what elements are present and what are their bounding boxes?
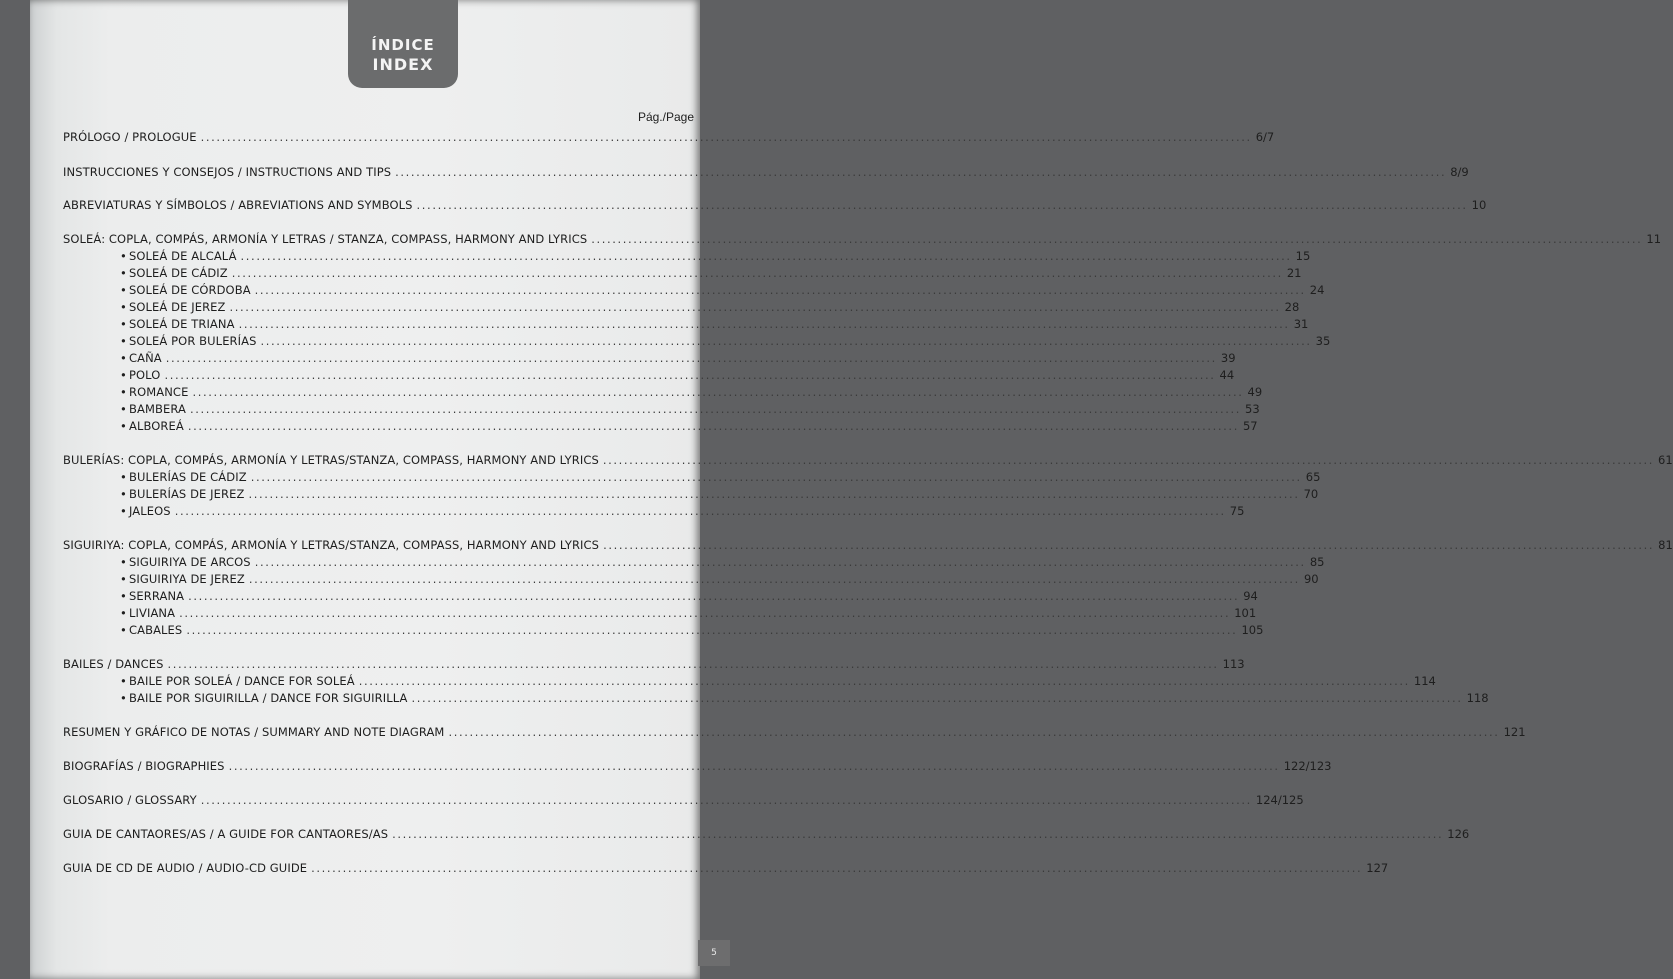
toc-entry-label [120,623,182,637]
bullet-icon: • [120,249,127,263]
toc-entry-page: 124/125 [1255,793,1304,807]
bullet-icon: • [120,385,127,399]
dot-leader [411,691,1462,705]
toc-entry-label [120,606,175,620]
toc-entry-page: 21 [1286,266,1302,280]
toc-entry-label [63,453,599,467]
dot-leader [395,165,1446,179]
toc-entry-page: 90 [1303,572,1319,586]
toc-entry-page: 35 [1315,334,1331,348]
toc-entry-page: 122/123 [1283,759,1332,773]
toc-entry-text: BIOGRAFÍAS / BIOGRAPHIES [63,759,225,773]
bullet-icon: • [120,691,127,705]
toc-entry-text: LIVIANA [129,606,176,620]
dot-leader [255,283,1306,297]
toc-entry-text: ROMANCE [129,385,189,399]
toc-entry-text: SOLEÁ DE TRIANA [129,317,235,331]
toc-entry-page: 31 [1293,317,1309,331]
toc-entry [63,657,1245,674]
dot-leader [603,538,1654,552]
toc-entry-page: 24 [1309,283,1325,297]
toc-entry-text: GUIA DE CANTAORES/AS / A GUIDE FOR CANTAORES/AS [63,827,389,841]
toc-entry-text: CAÑA [129,351,162,365]
toc-entry-text: SOLEÁ DE JEREZ [129,300,226,314]
toc-entry-text: ALBOREÁ [129,419,184,433]
bullet-icon: • [120,470,127,484]
toc-entry [120,266,1302,283]
dot-leader [188,419,1239,433]
toc-entry [63,165,1469,182]
toc-entry-label [120,572,245,586]
toc-entry-page: 113 [1222,657,1245,671]
toc-entry-label [63,759,225,773]
toc-entry [63,130,1275,147]
toc-entry-label [120,351,162,365]
dot-leader [230,300,1281,314]
dot-leader [261,334,1312,348]
bullet-icon: • [120,351,127,365]
toc-entry-text: GUIA DE CD DE AUDIO / AUDIO-CD GUIDE [63,861,308,875]
toc-entry [120,334,1331,351]
toc-entry [120,419,1258,436]
toc-entry [63,198,1487,215]
toc-entry-label [63,198,413,212]
toc-entry [120,283,1325,300]
toc-entry-label [120,674,355,688]
toc-entry-text: PRÓLOGO / PROLOGUE [63,130,197,144]
toc-entry-page: 85 [1309,555,1325,569]
dot-leader [229,759,1280,773]
toc-entry [63,453,1673,470]
toc-entry [120,623,1264,640]
toc-entry-page: 61 [1658,453,1673,467]
toc-entry-text: BULERÍAS: COPLA, COMPÁS, ARMONÍA Y LETRAS/STANZA, COMPASS, HARMONY AND LYRICS [63,453,599,467]
toc-entry-text: BULERÍAS DE CÁDIZ [129,470,247,484]
dot-leader [448,725,1499,739]
toc-entry-page: 44 [1219,368,1235,382]
toc-entry [63,759,1332,776]
toc-entry-text: BAILE POR SIGUIRILLA / DANCE FOR SIGUIRILLA [129,691,408,705]
toc-entry-label [63,793,197,807]
toc-entry-label [120,368,160,382]
bullet-icon: • [120,266,127,280]
toc-entry [120,470,1321,487]
dot-leader [239,317,1290,331]
dot-leader [248,487,1299,501]
index-title-spanish: ÍNDICE [371,36,435,54]
toc-entry-text: SIGUIRIYA DE ARCOS [129,555,251,569]
toc-entry [120,249,1311,266]
bullet-icon: • [120,572,127,586]
toc-entry-text: CABALES [129,623,183,637]
toc-entry-text: JALEOS [129,504,171,518]
toc-entry-page: 127 [1366,861,1389,875]
dot-leader [188,589,1239,603]
bullet-icon: • [120,334,127,348]
toc-entry-label [120,487,244,501]
toc-entry-page: 81 [1658,538,1673,552]
toc-entry-label [120,385,188,399]
bullet-icon: • [120,300,127,314]
toc-entry-text: GLOSARIO / GLOSSARY [63,793,197,807]
toc-entry-label [120,419,184,433]
toc-entry-page: 49 [1247,385,1263,399]
dot-leader [603,453,1654,467]
toc-entry-page: 6/7 [1255,130,1275,144]
bullet-icon: • [120,283,127,297]
toc-entry-label [120,334,257,348]
index-title-tab [348,0,458,88]
toc-entry [120,589,1258,606]
toc-entry-page: 15 [1295,249,1311,263]
dot-leader [168,657,1219,671]
dot-leader [255,555,1306,569]
bullet-icon: • [120,317,127,331]
bullet-icon: • [120,402,127,416]
dot-leader [591,232,1642,246]
toc-entry-page: 94 [1243,589,1258,603]
toc-entry-text: SIGUIRIYA: COPLA, COMPÁS, ARMONÍA Y LETRAS/STANZA, COMPASS, HARMONY AND LYRICS [63,538,600,552]
toc-entry [120,300,1300,317]
index-title-english: INDEX [372,55,434,74]
toc-entry-text: BAILE POR SOLEÁ / DANCE FOR SOLEÁ [129,674,355,688]
bullet-icon: • [120,504,127,518]
dot-leader [190,402,1241,416]
toc-entry-page: 101 [1234,606,1257,620]
toc-entry-text: SERRANA [129,589,185,603]
toc-entry-text: SOLEÁ DE CÓRDOBA [129,283,251,297]
toc-entry [63,538,1673,555]
toc-entry-label [120,249,237,263]
toc-entry-label [120,589,184,603]
toc-entry-label [63,657,164,671]
toc-entry-label [120,283,251,297]
dot-leader [186,623,1237,637]
toc-entry-page: 53 [1245,402,1260,416]
toc-entry [120,572,1319,589]
toc-entry [63,725,1526,742]
toc-entry-label [63,538,599,552]
toc-entry [63,827,1470,844]
page-column-header: Pág./Page [637,110,694,124]
toc-entry [120,606,1257,623]
toc-entry [120,351,1236,368]
bullet-icon: • [120,487,127,501]
toc-entry-page: 8/9 [1450,165,1469,179]
toc-entry-label [120,317,235,331]
toc-entry-page: 65 [1305,470,1321,484]
toc-entry-label [63,827,388,841]
toc-entry [120,385,1263,402]
toc-entry-label [120,691,407,705]
toc-entry-page: 11 [1646,232,1662,246]
toc-entry-text: SOLEÁ DE CÁDIZ [129,266,228,280]
toc-entry-label [63,861,307,875]
toc-entry [120,504,1245,521]
toc-entry-text: POLO [129,368,161,382]
toc-entry-page: 39 [1220,351,1236,365]
toc-entry-text: BAILES / DANCES [63,657,164,671]
toc-entry [63,861,1389,878]
toc-entry [120,555,1325,572]
dot-leader [249,572,1300,586]
bullet-icon: • [120,623,127,637]
toc-entry-label [63,232,587,246]
dot-leader [192,385,1243,399]
toc-entry-text: SOLEÁ POR BULERÍAS [129,334,257,348]
toc-entry-label [120,555,251,569]
toc-entry-label [63,165,391,179]
bullet-icon: • [120,674,127,688]
toc-entry-text: BULERÍAS DE JEREZ [129,487,245,501]
toc-entry-page: 75 [1229,504,1245,518]
toc-entry-page: 105 [1241,623,1264,637]
dot-leader [417,198,1468,212]
bullet-icon: • [120,589,127,603]
toc-entry-text: SOLEÁ DE ALCALÁ [129,249,237,263]
toc-entry-page: 114 [1413,674,1436,688]
toc-entry-text: SIGUIRIYA DE JEREZ [129,572,245,586]
toc-entry-page: 10 [1471,198,1487,212]
page-number: 5 [698,940,730,966]
toc-entry [120,402,1260,419]
toc-entry [120,691,1489,708]
toc-entry-text: ABREVIATURAS Y SÍMBOLOS / ABREVIATIONS AND SYMBOLS [63,198,413,212]
toc-entry [120,674,1436,691]
toc-entry-label [120,470,247,484]
toc-entry-page: 70 [1303,487,1319,501]
toc-entry-label [63,725,444,739]
dot-leader [392,827,1443,841]
dot-leader [241,249,1292,263]
dot-leader [251,470,1302,484]
toc-entry-text: BAMBERA [129,402,186,416]
toc-entry [120,368,1235,385]
dot-leader [166,351,1217,365]
dot-leader [311,861,1362,875]
toc-entry-label [120,266,228,280]
toc-entry-page: 118 [1466,691,1489,705]
bullet-icon: • [120,368,127,382]
document-page [30,0,1673,979]
dot-leader [179,606,1230,620]
toc-entry [120,487,1319,504]
toc-entry [63,232,1662,249]
toc-entry-text: INSTRUCCIONES Y CONSEJOS / INSTRUCTIONS AND TIPS [63,165,392,179]
toc-entry-label [63,130,197,144]
toc-entry-text: SOLEÁ: COPLA, COMPÁS, ARMONÍA Y LETRAS / STANZA, COMPASS, HARMONY AND LYRICS [63,232,588,246]
dot-leader [201,793,1252,807]
dot-leader [175,504,1226,518]
dot-leader [232,266,1283,280]
toc-entry-label [120,402,186,416]
dot-leader [201,130,1252,144]
bullet-icon: • [120,419,127,433]
dot-leader [359,674,1410,688]
toc-entry [120,317,1309,334]
toc-entry [63,793,1304,810]
toc-entry-page: 121 [1503,725,1526,739]
bullet-icon: • [120,555,127,569]
toc-entry-page: 126 [1447,827,1470,841]
toc-entry-label [120,300,226,314]
toc-entry-page: 28 [1284,300,1300,314]
toc-entry-page: 57 [1242,419,1258,433]
toc-entry-label [120,504,171,518]
toc-entry-text: RESUMEN Y GRÁFICO DE NOTAS / SUMMARY AND NOTE DIAGRAM [63,725,445,739]
bullet-icon: • [120,606,127,620]
dot-leader [164,368,1215,382]
